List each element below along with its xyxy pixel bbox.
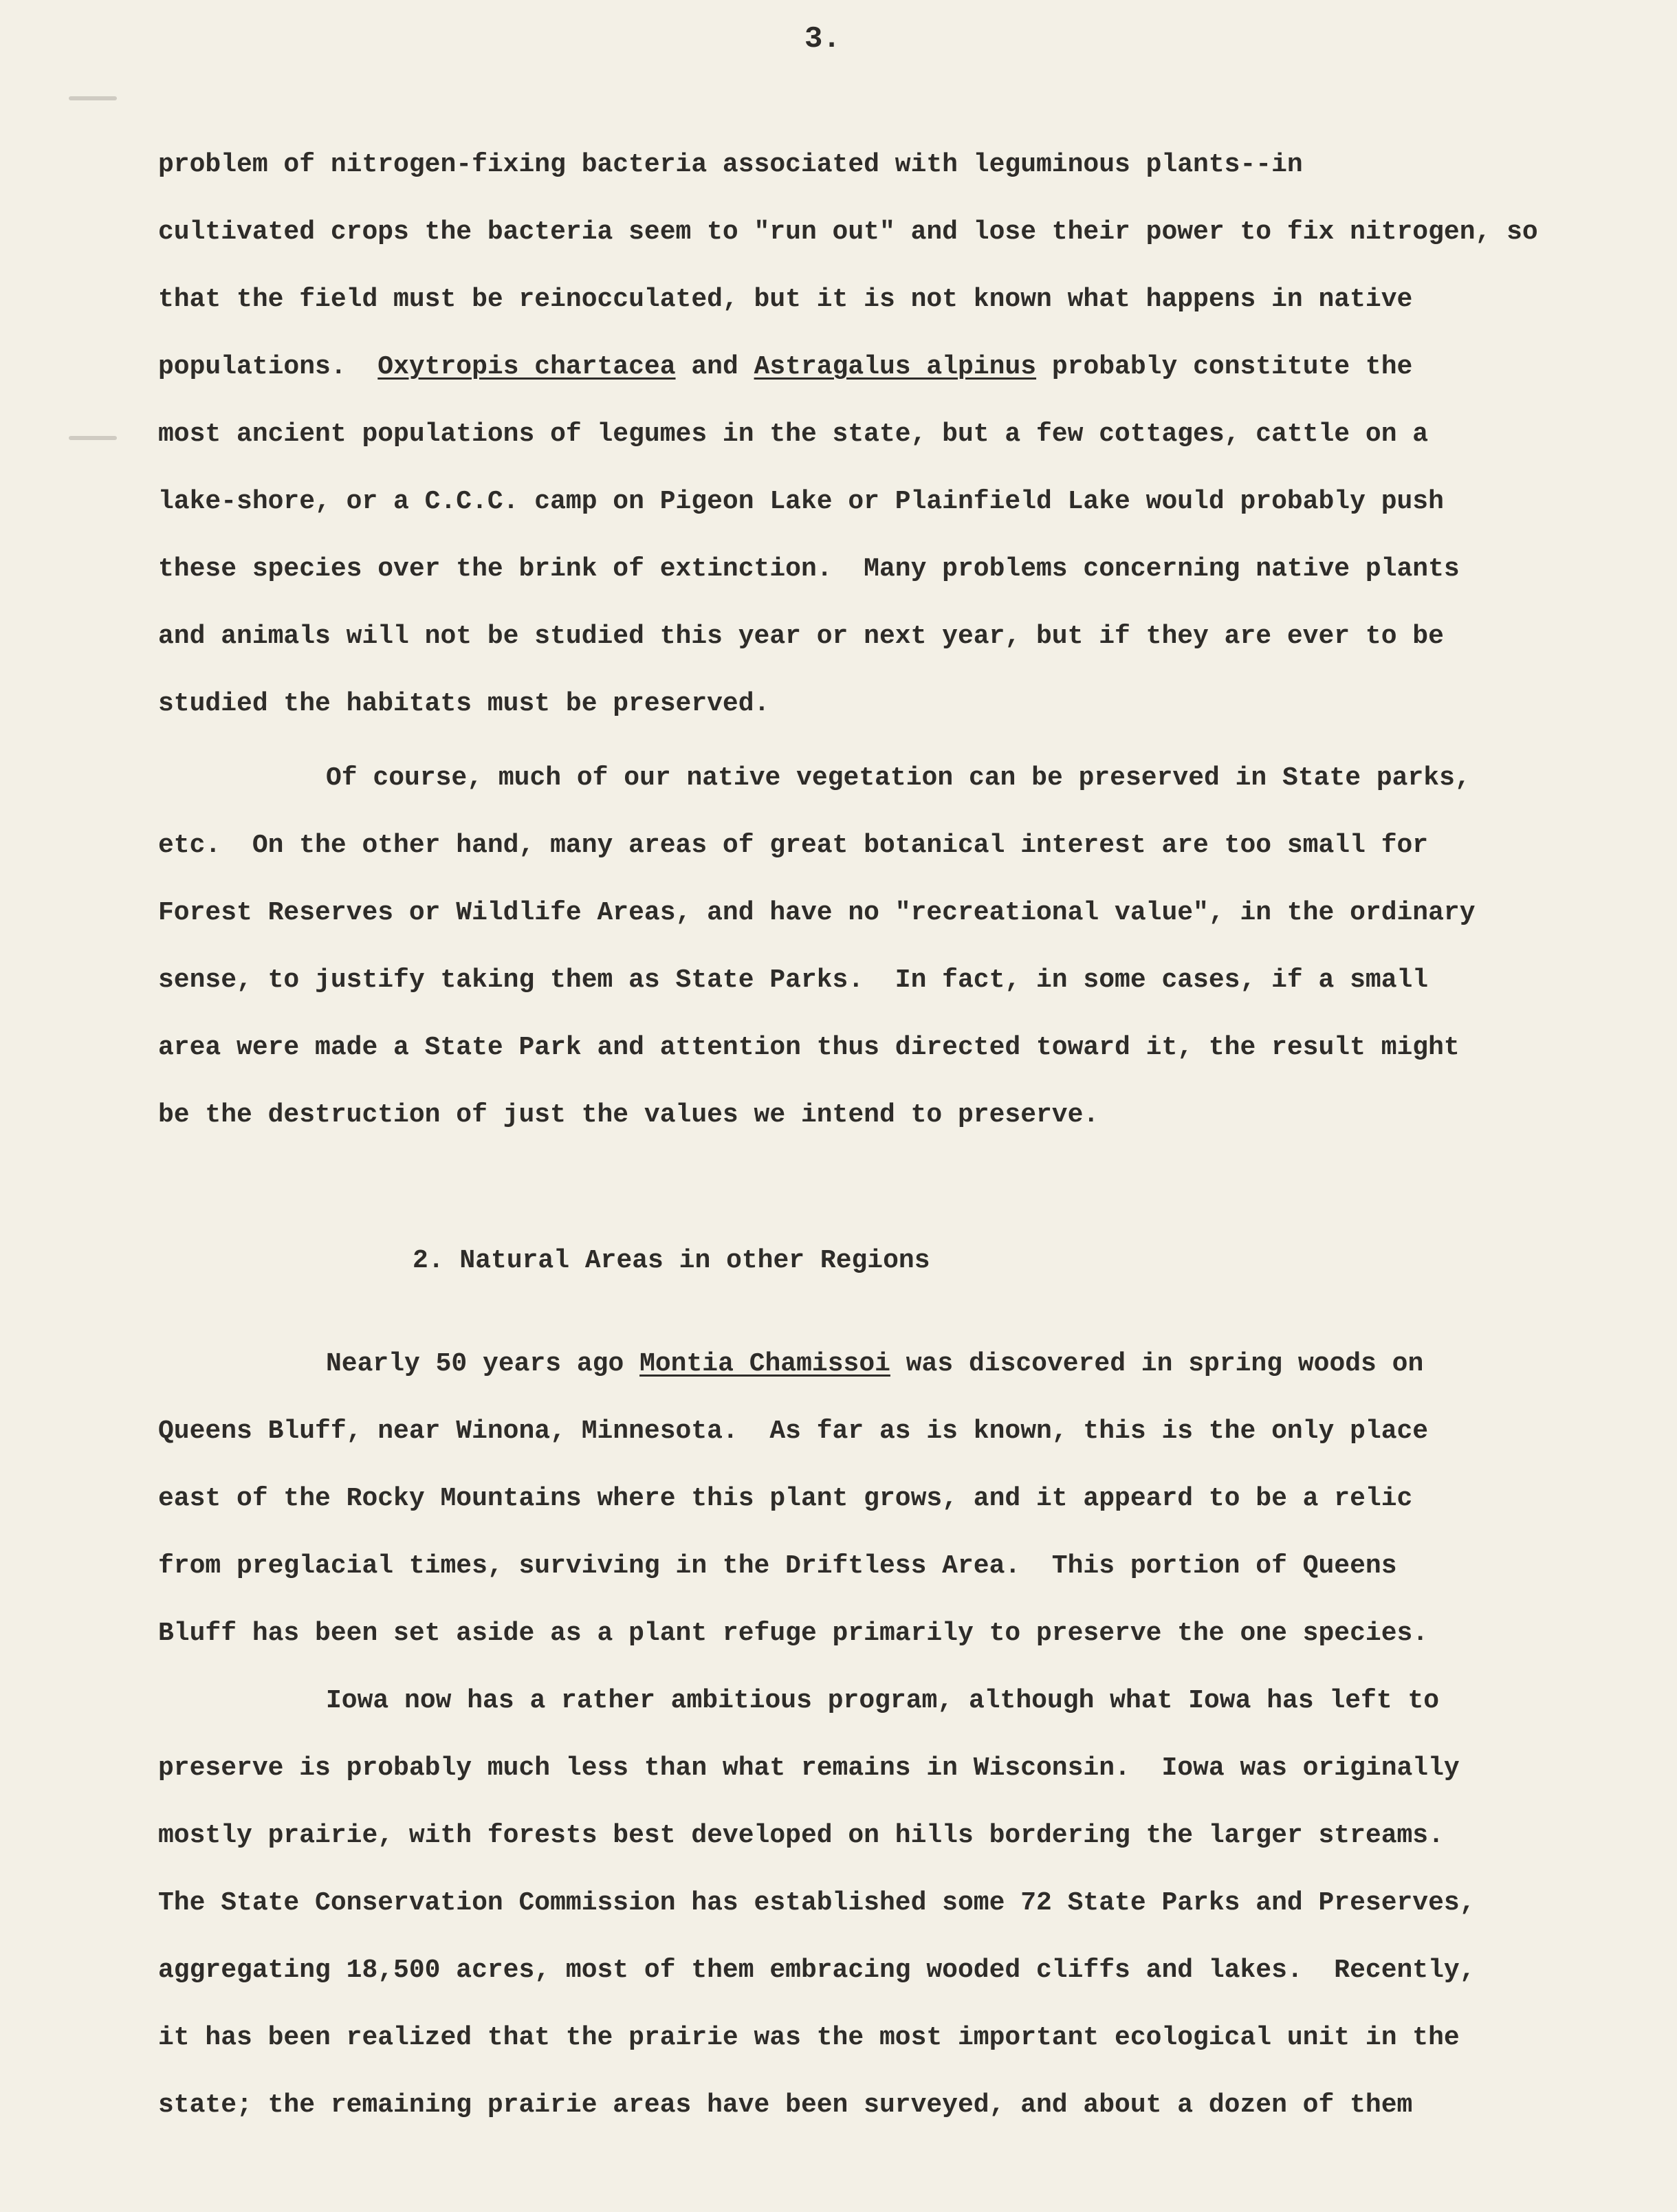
- text-line: and animals will not be studied this year or next year, but if they are ever to be: [158, 622, 1444, 651]
- text-line: etc. On the other hand, many areas of great botanical interest are too small for: [158, 831, 1429, 860]
- text-line: [158, 351, 1412, 384]
- text-line: problem of nitrogen-fixing bacteria associated with leguminous plants--in: [158, 150, 1303, 179]
- text-line: state; the remaining prairie areas have been surveyed, and about a dozen of them: [158, 2090, 1413, 2120]
- text-line: most ancient populations of legumes in the state, but a few cottages, cattle on a: [158, 419, 1429, 449]
- page-number: 3.: [804, 22, 841, 56]
- section-heading: 2. Natural Areas in other Regions: [413, 1246, 930, 1275]
- text-span: Nearly 50 years ago: [326, 1349, 640, 1379]
- species-name: Montia Chamissoi: [639, 1349, 890, 1379]
- text-line: Queens Bluff, near Winona, Minnesota. As far as is known, this is the only place: [158, 1416, 1429, 1446]
- species-name: Oxytropis chartacea: [377, 352, 676, 382]
- text-line: mostly prairie, with forests best developed on hills bordering the larger streams.: [158, 1821, 1444, 1850]
- text-line: these species over the brink of extinction. Many problems concerning native plants: [158, 554, 1460, 584]
- text-line: from preglacial times, surviving in the Driftless Area. This portion of Queens: [158, 1551, 1397, 1581]
- margin-mark: [69, 96, 117, 100]
- text-line: studied the habitats must be preserved.: [158, 689, 770, 719]
- text-span: was discovered in spring woods on: [890, 1349, 1424, 1379]
- text-line: that the field must be reinocculated, but it is not known what happens in native: [158, 285, 1413, 314]
- text-line: it has been realized that the prairie was the most important ecological unit in the: [158, 2023, 1460, 2052]
- text-span: populations.: [158, 352, 378, 382]
- text-line: east of the Rocky Mountains where this plant grows, and it appeard to be a relic: [158, 1484, 1413, 1513]
- text-line: Iowa now has a rather ambitious program, although what Iowa has left to: [326, 1686, 1440, 1716]
- text-line: area were made a State Park and attention thus directed toward it, the result might: [158, 1033, 1460, 1062]
- species-name: Astragalus alpinus: [754, 352, 1037, 382]
- text-line: [326, 1348, 1423, 1381]
- text-line: Bluff has been set aside as a plant refuge primarily to preserve the one species.: [158, 1619, 1429, 1648]
- text-line: be the destruction of just the values we intend to preserve.: [158, 1100, 1099, 1130]
- margin-mark: [69, 436, 117, 440]
- text-line: preserve is probably much less than what remains in Wisconsin. Iowa was originally: [158, 1753, 1460, 1783]
- text-line: Of course, much of our native vegetation can be preserved in State parks,: [326, 763, 1471, 793]
- text-line: cultivated crops the bacteria seem to "run out" and lose their power to fix nitrogen, so: [158, 217, 1538, 247]
- text-span: probably constitute the: [1036, 352, 1413, 382]
- text-line: aggregating 18,500 acres, most of them embracing wooded cliffs and lakes. Recently,: [158, 1956, 1476, 1985]
- text-line: sense, to justify taking them as State Parks. In fact, in some cases, if a small: [158, 965, 1429, 995]
- text-span: and: [675, 352, 754, 382]
- text-line: Forest Reserves or Wildlife Areas, and have no "recreational value", in the ordinary: [158, 898, 1476, 928]
- text-line: The State Conservation Commission has established some 72 State Parks and Preserves,: [158, 1888, 1476, 1918]
- text-line: lake-shore, or a C.C.C. camp on Pigeon Lake or Plainfield Lake would probably push: [158, 487, 1444, 516]
